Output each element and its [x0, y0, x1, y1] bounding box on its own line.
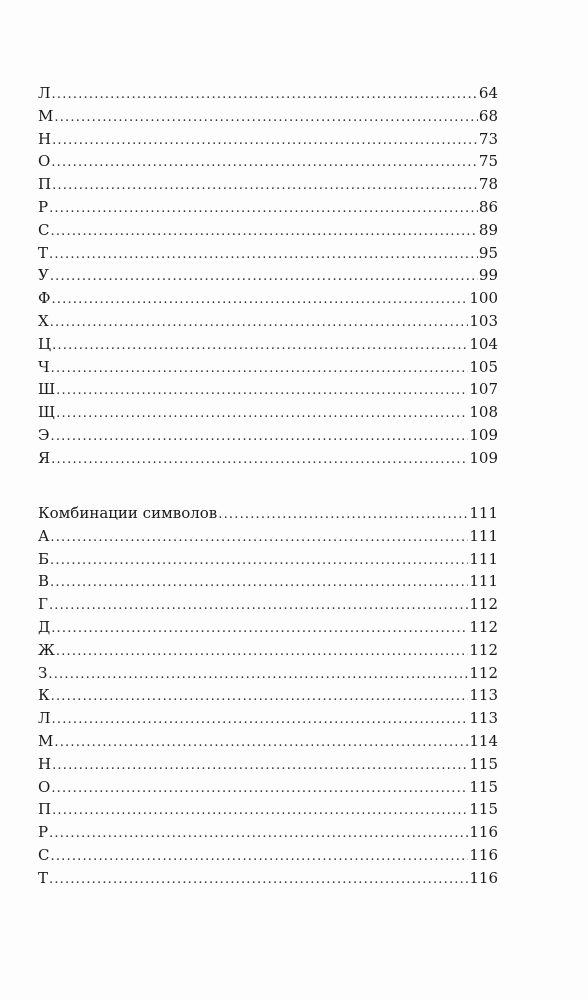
toc-entry-page: 111 — [469, 572, 498, 591]
toc-entry-page: 104 — [469, 334, 498, 353]
dot-leader — [52, 84, 478, 107]
dot-leader — [51, 686, 469, 709]
toc-entry — [38, 753, 498, 776]
toc-entry-label: Ф — [38, 289, 51, 308]
toc-entry-label: Ц — [38, 334, 52, 353]
toc-entry — [38, 356, 498, 379]
dot-leader — [48, 664, 468, 687]
dot-leader — [49, 198, 478, 221]
toc-entry-label: С — [38, 220, 50, 239]
toc-entry-label: С — [38, 845, 50, 864]
toc-entry-label: Э — [38, 425, 50, 444]
toc-entry-page: 112 — [469, 663, 498, 682]
toc-entry-page: 109 — [469, 448, 498, 467]
toc-entry-label: А — [38, 526, 50, 545]
dot-leader — [49, 869, 468, 892]
toc-entry-label: О — [38, 777, 51, 796]
dot-leader — [50, 527, 468, 550]
toc-entry — [38, 844, 498, 867]
toc-entry-label: О — [38, 152, 51, 171]
toc-entry-label: Щ — [38, 403, 56, 422]
toc-entry-label: П — [38, 175, 52, 194]
toc-entry-label: В — [38, 572, 50, 591]
toc-entry-label: Н — [38, 754, 52, 773]
toc-entry-page: 100 — [469, 289, 498, 308]
dot-leader — [50, 550, 468, 573]
dot-leader — [56, 380, 468, 403]
dot-leader — [50, 266, 478, 289]
dot-leader — [50, 312, 469, 335]
toc-entry-label: У — [38, 266, 49, 285]
toc-entry — [38, 821, 498, 844]
toc-entry-page: 114 — [469, 731, 498, 750]
toc-entry — [38, 424, 498, 447]
toc-entry-page: 112 — [469, 595, 498, 614]
toc-entry-page: 112 — [469, 640, 498, 659]
toc-entry-page: 107 — [469, 380, 498, 399]
toc-entry-page: 105 — [469, 357, 498, 376]
toc-entry-label: Ж — [38, 640, 55, 659]
toc-entry-page: 89 — [478, 220, 498, 239]
toc-entry — [38, 730, 498, 753]
toc-entry — [38, 639, 498, 662]
dot-leader — [54, 107, 478, 130]
toc-entry-label: З — [38, 663, 48, 682]
toc-entry-page: 116 — [469, 823, 498, 842]
toc-entry — [38, 798, 498, 821]
dot-leader — [52, 175, 478, 198]
toc-entry — [38, 548, 498, 571]
toc-entry-label: Т — [38, 243, 49, 262]
toc-entry — [38, 684, 498, 707]
dot-leader — [51, 778, 468, 801]
toc-entry-label: Я — [38, 448, 51, 467]
dot-leader — [52, 755, 468, 778]
toc-entry-label: П — [38, 800, 52, 819]
toc-entry-page: 113 — [469, 709, 498, 728]
toc-entry — [38, 570, 498, 593]
toc-entry-page: 108 — [469, 403, 498, 422]
toc-entry-page: 73 — [478, 129, 498, 148]
dot-leader — [56, 403, 468, 426]
toc-entry-page: 115 — [469, 754, 498, 773]
dot-leader — [52, 800, 468, 823]
dot-leader — [52, 130, 478, 153]
toc-entry-label: Ш — [38, 380, 56, 399]
dot-leader — [49, 823, 468, 846]
toc-entry-label: Н — [38, 129, 52, 148]
toc-entry-page: 75 — [478, 152, 498, 171]
dot-leader — [218, 504, 468, 527]
toc-heading-label: Комбинации символов — [38, 504, 218, 522]
dot-leader — [54, 732, 468, 755]
toc-entry — [38, 525, 498, 548]
dot-leader — [49, 595, 468, 618]
toc-entry — [38, 287, 498, 310]
toc-entry-page: 95 — [478, 243, 498, 262]
toc-entry — [38, 867, 498, 890]
toc-entry-label: Ч — [38, 357, 50, 376]
dot-leader — [51, 618, 468, 641]
toc-entry — [38, 150, 498, 173]
dot-leader — [51, 289, 468, 312]
toc-entry-page: 113 — [469, 686, 498, 705]
toc-entry — [38, 105, 498, 128]
toc-entry — [38, 333, 498, 356]
toc-entry-label: Л — [38, 84, 51, 102]
toc-entry-label: Г — [38, 595, 48, 614]
toc-entry-page: 103 — [469, 311, 498, 330]
dot-leader — [52, 335, 468, 358]
toc-entry — [38, 196, 498, 219]
toc-entry-label: К — [38, 686, 50, 705]
dot-leader — [52, 709, 469, 732]
toc-entry — [38, 447, 498, 470]
toc-entry — [38, 378, 498, 401]
toc-entry-page: 111 — [469, 526, 498, 545]
dot-leader — [51, 449, 468, 472]
toc-entry-page: 86 — [478, 197, 498, 216]
toc-entry-page: 115 — [469, 777, 498, 796]
toc-entry-label: М — [38, 731, 54, 750]
toc-entry-label: Р — [38, 197, 49, 216]
toc-entry-page: 64 — [478, 84, 498, 102]
toc-combinations-section — [38, 502, 498, 890]
toc-entry — [38, 401, 498, 424]
toc-entry — [38, 662, 498, 685]
dot-leader — [50, 846, 468, 869]
toc-entry-page: 78 — [478, 175, 498, 194]
toc-section-heading — [38, 502, 498, 525]
toc-entry-page: 111 — [469, 549, 498, 568]
toc-entry-label: М — [38, 106, 54, 125]
dot-leader — [56, 641, 469, 664]
toc-entry-page: 109 — [469, 425, 498, 444]
toc-entry — [38, 776, 498, 799]
toc-letters-section — [38, 82, 498, 470]
toc-entry-page: 116 — [469, 868, 498, 887]
toc-entry-page: 112 — [469, 617, 498, 636]
dot-leader — [51, 358, 469, 381]
toc-entry-page: 115 — [469, 800, 498, 819]
toc-entry — [38, 242, 498, 265]
toc-entry — [38, 82, 498, 105]
toc-entry — [38, 707, 498, 730]
toc-entry-page: 99 — [478, 266, 498, 285]
toc-heading-page: 111 — [469, 504, 498, 522]
toc-entry — [38, 264, 498, 287]
dot-leader — [50, 221, 477, 244]
toc-entry-label: Р — [38, 823, 49, 842]
toc-entry-page: 116 — [469, 845, 498, 864]
toc-entry — [38, 593, 498, 616]
toc-entry — [38, 616, 498, 639]
dot-leader — [50, 426, 468, 449]
toc-entry — [38, 219, 498, 242]
toc-entry — [38, 310, 498, 333]
toc-entry-label: Л — [38, 709, 51, 728]
toc-entry-label: Х — [38, 311, 49, 330]
toc-entry-label: Т — [38, 868, 49, 887]
toc-entry-label: Б — [38, 549, 50, 568]
dot-leader — [51, 152, 478, 175]
dot-leader — [50, 572, 468, 595]
toc-entry — [38, 173, 498, 196]
toc-entry-page: 68 — [478, 106, 498, 125]
dot-leader — [49, 244, 478, 267]
toc-entry-label: Д — [38, 617, 51, 636]
toc-entry — [38, 128, 498, 151]
